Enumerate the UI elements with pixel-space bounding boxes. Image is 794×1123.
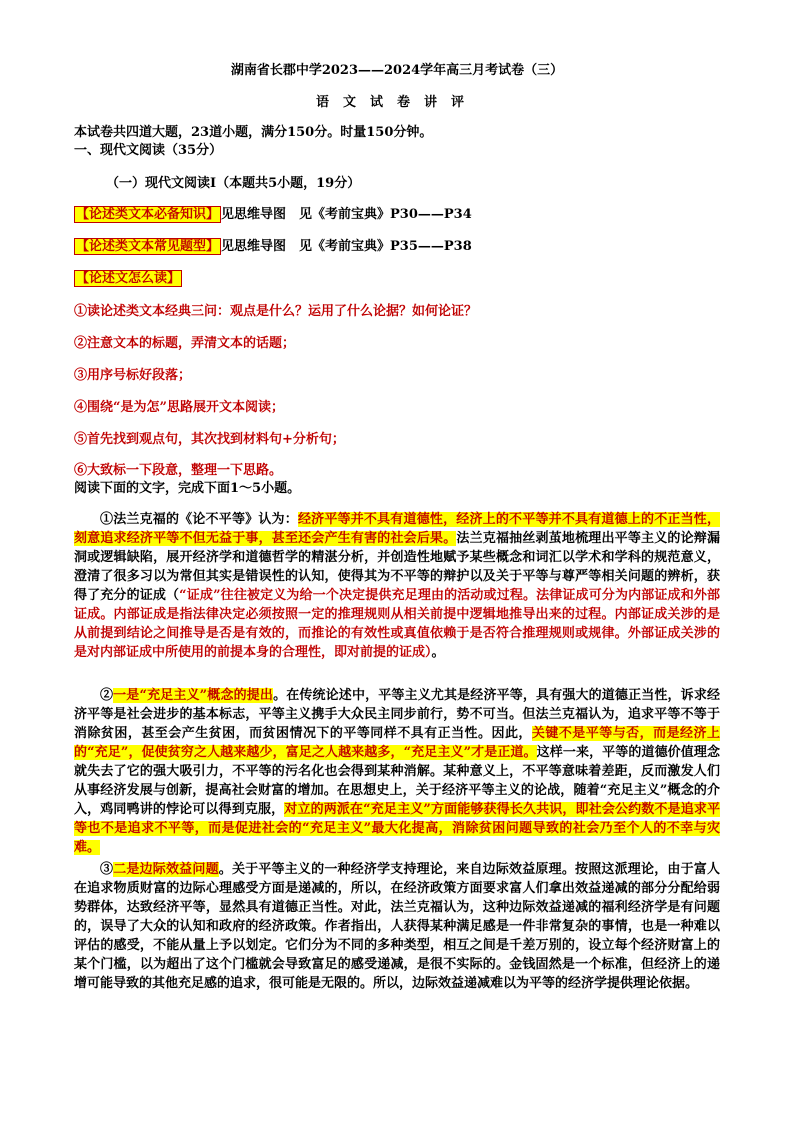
p2-highlight-1: 关键不是平等与否，而是经济上的“充足”，促使贫穷之人越来越少，富足之人越来越多，“充足主义”才是正道。 <box>74 726 720 760</box>
p3-point-heading: 二是边际效益问题 <box>113 862 219 877</box>
p1-body: 法兰克福抽丝剥茧地梳理出平等主义的论辩漏洞或逻辑缺陷，展开经济学和道德哲学的精湛分析，并创造性地赋予某些概念和词汇以学术和学科的规范意义，澄清了很多习以为常但其实是错误性的认知，使得其为不平等的辩护以及关于平等与尊严等相关问题的辨析，获得了充分的证成（ <box>74 531 720 603</box>
section-heading: 一、现代文阅读（35分） <box>74 143 223 158</box>
p2-body-2: 这样一来，平等的道德价值理念就失去了它的强大吸引力，不平等的污名化也会得到某种消解。某种意义上，不平等意味着差距，反而激发人们从事经济发展与创新，提高社会财富的增加。在思想史上，关于经济平等主义的论战，随着“充足主义”概念的介入，鸡同鸭讲的悖论可以得到克服， <box>74 745 720 817</box>
p1-end: 。 <box>431 645 445 660</box>
step-5: ⑤首先找到观点句，其次找到材料句+分析句； <box>74 432 345 447</box>
step-3: ③用序号标好段落； <box>74 368 192 383</box>
step-6: ⑥大致标一下段意，整理一下思路。 <box>74 463 283 478</box>
tag-knowledge-ref: 见思维导图 见《考前宝典》P30——P34 <box>221 207 472 222</box>
step-4: ④围绕“是为怎”思路展开文本阅读； <box>74 400 284 415</box>
exam-info: 本试卷共四道大题，23道小题，满分150分。时量150分钟。 <box>74 125 433 140</box>
paragraph-3 <box>74 860 720 993</box>
p1-highlight: 经济平等并不具有道德性，经济上的不平等并不具有道德上的不正当性，刻意追求经济平等不但无益于事，甚至还会产生有害的社会后果。 <box>74 512 720 546</box>
p2-number: ② <box>100 688 114 703</box>
step-2: ②注意文本的标题，弄清文本的话题； <box>74 336 296 351</box>
tag-row-2 <box>74 239 720 255</box>
tag-row-3 <box>74 271 720 287</box>
p3-number: ③ <box>100 862 114 877</box>
p2-point-heading: 一是“充足主义”概念的提出 <box>113 688 274 703</box>
page-title: 湖南省长郡中学2023——2024学年高三月考试卷（三） <box>230 63 564 78</box>
p1-note: “证成”往往被定义为给一个决定提供充足理由的活动或过程。法律证成可分为内部证成和外部证成。内部证成是指法律决定必须按照一定的推理规则从相关前提中逻辑地推导出来的过程。内部证成关涉的是从前提到结论之间推导是否是有效的，而推论的有效性或真值依赖于是否符合推理规则或规律。外部证成关涉的是对内部证成中所使用的前提本身的合理性，即对前提的证成） <box>74 588 720 660</box>
subsection-heading: （一）现代文阅读Ⅰ（本题共5小题，19分） <box>106 176 361 191</box>
p2-body-1: 。在传统论述中，平等主义尤其是经济平等，具有强大的道德正当性，诉求经济平等是社会进步的基本标志，平等主义携手大众民主同步前行，势不可当。但法兰克福认为，追求平等不等于消除贫困，甚至会产生贫困，而贫困情况下的平等同样不具有正当性。因此， <box>74 688 720 741</box>
paragraph-2 <box>74 686 720 857</box>
p1-lead: ①法兰克福的《论不平等》认为： <box>100 512 298 527</box>
tag-how-to-read: 【论述文怎么读】 <box>76 271 181 286</box>
tag-row-1 <box>74 207 720 223</box>
page-subtitle: 语文试卷讲评 <box>315 95 478 110</box>
step-1: ①读论述类文本经典三问：观点是什么？运用了什么论据？如何论证？ <box>74 304 478 319</box>
reading-instruction: 阅读下面的文字，完成下面1～5小题。 <box>74 481 301 496</box>
p3-body: 。关于平等主义的一种经济学支持理论，来自边际效益原理。按照这派理论，由于富人在追求物质财富的边际心理感受方面是递减的，所以，在经济政策方面要求富人们拿出效益递减的部分分配给弱势群体，达致经济平等，显然具有道德正当性。对此，法兰克福认为，这种边际效益递减的福利经济学是有问题的，误导了大众的认知和政府的经济政策。作者指出，人获得某种满足感是一件非常复杂的事情，也是一种难以评估的感受，不能从量上予以划定。它们分为不同的多种类型，相互之间是千差万别的，设立每个经济财富上的某个门槛，以为超出了这个门槛就会导致富足的感受递减，是很不实际的。金钱固然是一个标准，但经济上的递增可能导致的其他充足感的追求，很可能是无限的。所以，边际效益递减难以为平等的经济学提供理论依据。 <box>74 862 720 991</box>
p2-highlight-2: 对立的两派在“充足主义”方面能够获得长久共识，即社会公约数不是追求平等也不是追求不平等，而是促进社会的“充足主义”最大化提高，消除贫困问题导致的社会乃至个人的不幸与灾难。 <box>74 802 720 855</box>
tag-question-types-ref: 见思维导图 见《考前宝典》P35——P38 <box>221 239 472 254</box>
tag-question-types: 【论述类文本常见题型】 <box>76 239 220 254</box>
tag-knowledge: 【论述类文本必备知识】 <box>76 207 220 222</box>
paragraph-1 <box>74 510 720 662</box>
